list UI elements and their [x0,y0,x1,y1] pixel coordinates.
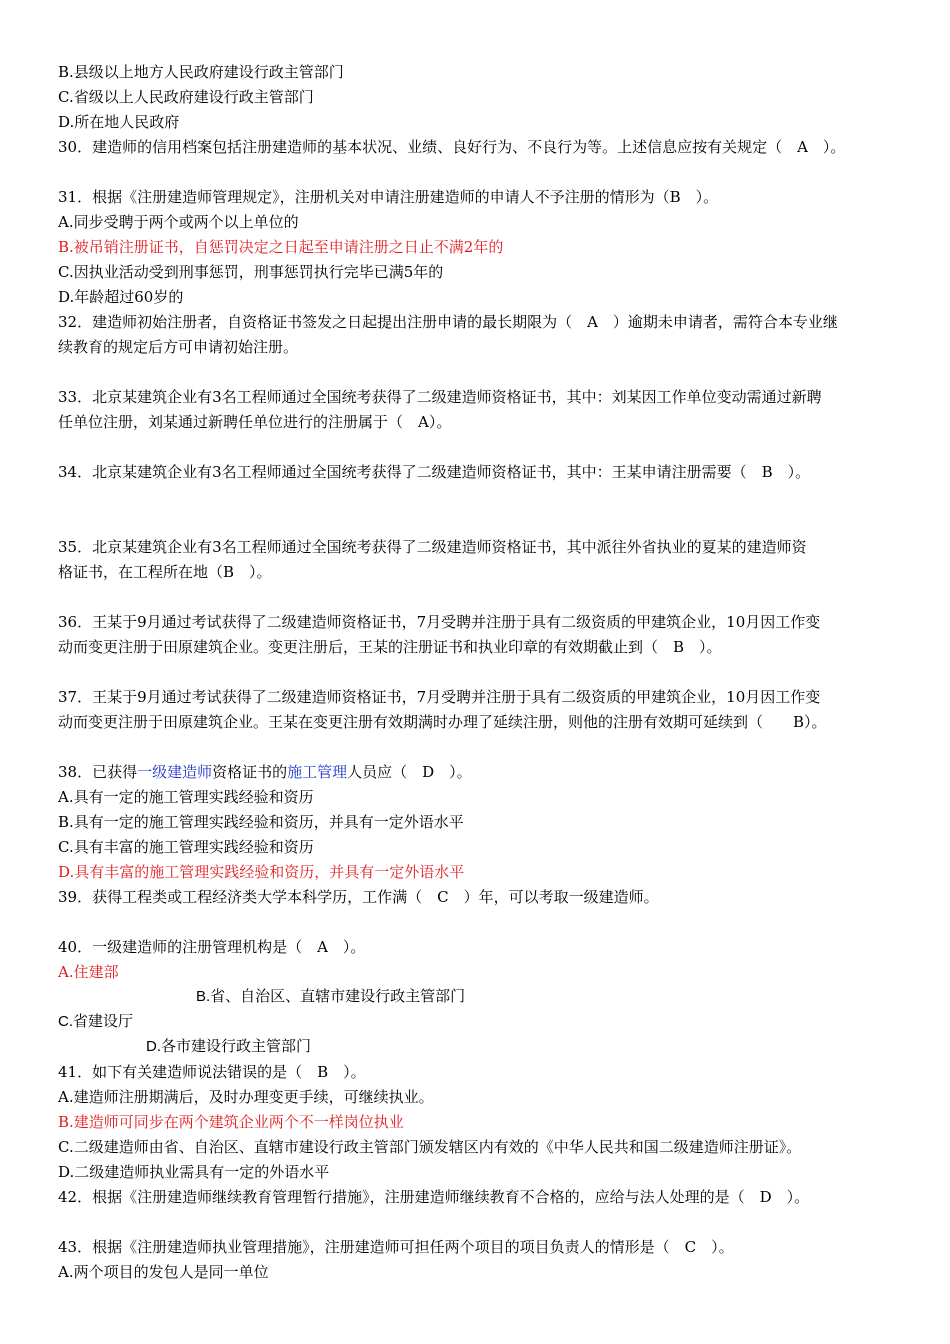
question-37-cont: 动而变更注册于田原建筑企业。王某在变更注册有效期满时办理了延续注册，则他的注册有效期可延续到（ B）。 [58,713,827,731]
question-32: 32．建造师初始注册者，自资格证书签发之日起提出注册申请的最长期限为（ A ）逾期未申请者，需符合本专业继 [58,313,838,331]
option-line: A.同步受聘于两个或两个以上单位的 [58,213,299,231]
option-answer-line: B.建造师可同步在两个建筑企业两个不一样岗位执业 [58,1113,404,1131]
option-line: D.各市建设行政主管部门 [146,1038,312,1055]
option-line: C.因执业活动受到刑事惩罚，刑事惩罚执行完毕已满5年的 [58,263,444,281]
option-line: A.建造师注册期满后，及时办理变更手续，可继续执业。 [58,1088,434,1106]
question-38-mid: 资格证书的 [212,763,288,781]
question-43: 43．根据《注册建造师执业管理措施》，注册建造师可担任两个项目的项目负责人的情形是（ C ）。 [58,1238,734,1256]
question-36: 36．王某于9月通过考试获得了二级建造师资格证书，7月受聘并注册于具有二级资质的甲建筑企业，10月因工作变 [58,613,821,631]
question-39: 39．获得工程类或工程经济类大学本科学历，工作满（ C ）年，可以考取一级建造师。 [58,888,659,906]
question-35: 35．北京某建筑企业有3名工程师通过全国统考获得了二级建造师资格证书，其中派往外省执业的夏某的建造师资 [58,538,807,556]
question-35-cont: 格证书，在工程所在地（B ）。 [58,563,272,581]
option-line: A.具有一定的施工管理实践经验和资历 [58,788,314,806]
question-38-suffix: 人员应（ D ）。 [347,763,472,781]
question-32-cont: 续教育的规定后方可申请初始注册。 [58,338,299,356]
option-line: A.两个项目的发包人是同一单位 [58,1263,269,1281]
question-30: 30．建造师的信用档案包括注册建造师的基本状况、业绩、良好行为、不良行为等。上述信息应按有关规定（ A ）。 [58,138,846,156]
question-38 [58,762,908,782]
option-line: B.具有一定的施工管理实践经验和资历，并具有一定外语水平 [58,813,464,831]
option-line: C.具有丰富的施工管理实践经验和资历 [58,838,314,856]
question-42: 42．根据《注册建造师继续教育管理暂行措施》，注册建造师继续教育不合格的，应给与法人处理的是（ D ）。 [58,1188,810,1206]
question-36-cont: 动而变更注册于田原建筑企业。变更注册后，王某的注册证书和执业印章的有效期截止到（ B ）。 [58,638,722,656]
option-line: D.二级建造师执业需具有一定的外语水平 [58,1163,330,1181]
option-answer-line: B.被吊销注册证书，自惩罚决定之日起至申请注册之日止不满2年的 [58,238,504,256]
question-34: 34．北京某建筑企业有3名工程师通过全国统考获得了二级建造师资格证书，其中：王某申请注册需要（ B ）。 [58,463,811,481]
question-31: 31．根据《注册建造师管理规定》，注册机关对申请注册建造师的申请人不予注册的情形为（B ）。 [58,188,719,206]
option-line: D.所在地人民政府 [58,113,180,131]
option-line: D.年龄超过60岁的 [58,288,184,306]
question-38-prefix: 38．已获得 [58,763,138,781]
link-construction-management[interactable]: 施工管理 [287,763,348,781]
option-answer-line: D.具有丰富的施工管理实践经验和资历，并具有一定外语水平 [58,863,465,881]
question-33-cont: 任单位注册，刘某通过新聘任单位进行的注册属于（ A）。 [58,413,452,431]
question-41: 41．如下有关建造师说法错误的是（ B ）。 [58,1063,366,1081]
option-line: B.省、自治区、直辖市建设行政主管部门 [196,988,466,1005]
option-answer-line: A.住建部 [58,963,119,981]
question-33: 33．北京某建筑企业有3名工程师通过全国统考获得了二级建造师资格证书，其中：刘某因工作单位变动需通过新聘 [58,388,822,406]
option-line: B.县级以上地方人民政府建设行政主管部门 [58,63,344,81]
question-40: 40．一级建造师的注册管理机构是（ A ）。 [58,938,366,956]
link-first-class-builder[interactable]: 一级建造师 [137,763,213,781]
option-line: C.省建设厅 [58,1013,134,1030]
question-37: 37．王某于9月通过考试获得了二级建造师资格证书，7月受聘并注册于具有二级资质的甲建筑企业，10月因工作变 [58,688,821,706]
option-line: C.二级建造师由省、自治区、直辖市建设行政主管部门颁发辖区内有效的《中华人民共和国二级建造师注册证》。 [58,1138,802,1156]
option-line: C.省级以上人民政府建设行政主管部门 [58,88,314,106]
